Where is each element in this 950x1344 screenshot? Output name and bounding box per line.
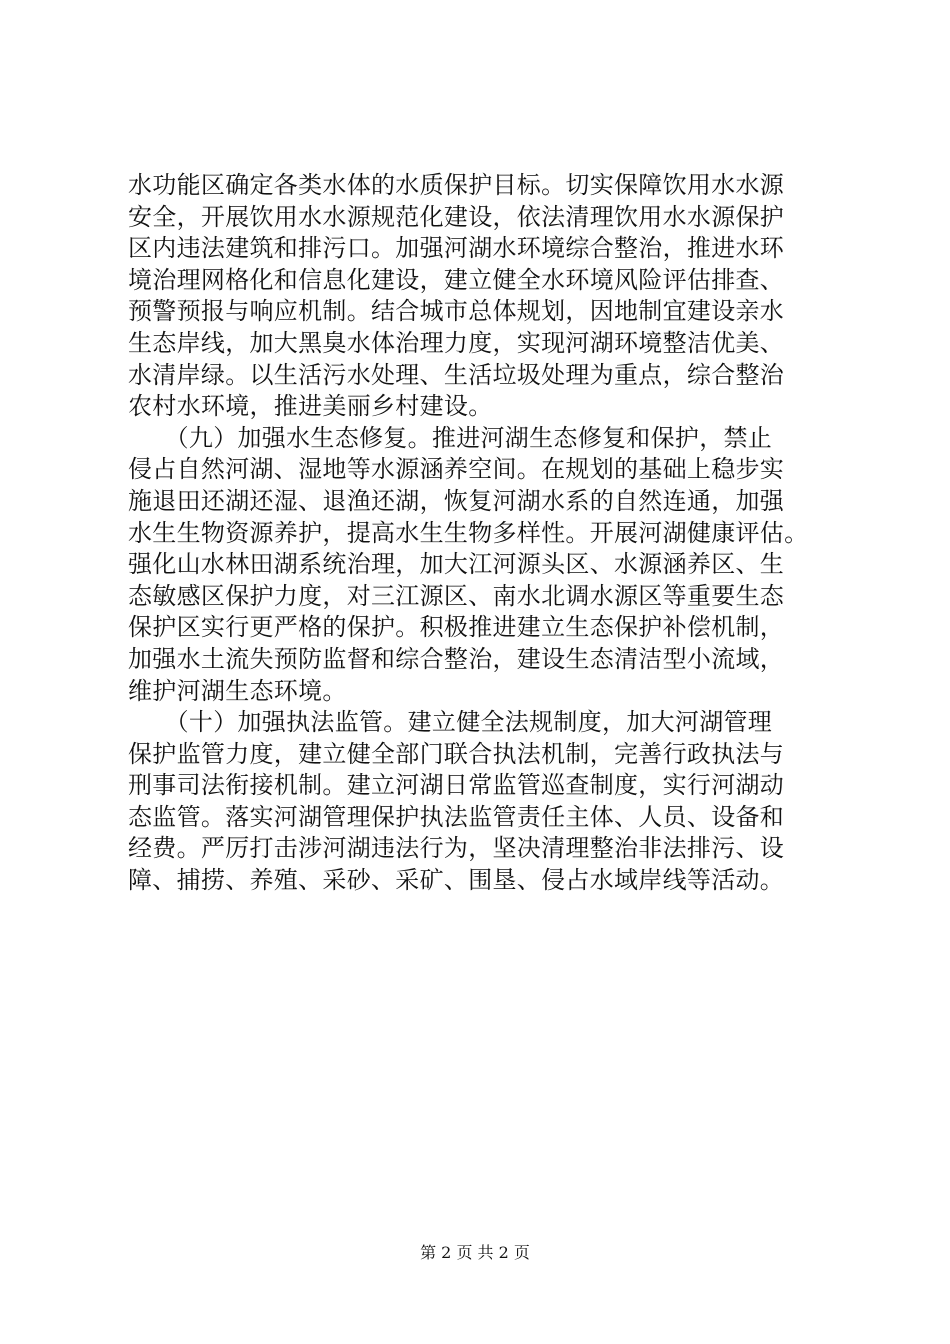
text-line: 态敏感区保护力度，对三江源区、南水北调水源区等重要生态	[128, 581, 785, 610]
text-line: 经费。严厉打击涉河湖违法行为，坚决清理整治非法排污、设	[128, 834, 785, 863]
text-line: 保护监管力度，建立健全部门联合执法机制，完善行政执法与	[128, 739, 785, 768]
text-line: 保护区实行更严格的保护。积极推进建立生态保护补偿机制，	[128, 613, 785, 642]
text-line: 侵占自然河湖、湿地等水源涵养空间。在规划的基础上稳步实	[128, 455, 785, 484]
text-line: 水功能区确定各类水体的水质保护目标。切实保障饮用水水源	[128, 171, 785, 199]
text-line: （九）加强水生态修复。推进河湖生态修复和保护，禁止	[128, 423, 773, 452]
text-line: 预警预报与响应机制。结合城市总体规划，因地制宜建设亲水	[128, 297, 785, 326]
text-line: 刑事司法衔接机制。建立河湖日常监管巡查制度，实行河湖动	[128, 771, 785, 800]
text-line: 生态岸线，加大黑臭水体治理力度，实现河湖环境整洁优美、	[128, 328, 785, 357]
text-line: 水生生物资源养护，提高水生生物多样性。开展河湖健康评估。	[128, 518, 809, 547]
text-line: 安全，开展饮用水水源规范化建设，依法清理饮用水水源保护	[128, 202, 785, 231]
text-line: 农村水环境，推进美丽乡村建设。	[128, 392, 493, 421]
text-line: 障、捕捞、养殖、采砂、采矿、围垦、侵占水域岸线等活动。	[128, 866, 785, 895]
text-line: 区内违法建筑和排污口。加强河湖水环境综合整治，推进水环	[128, 234, 785, 263]
document-body	[128, 170, 828, 897]
text-line: 维护河湖生态环境。	[128, 676, 347, 705]
text-line: 加强水土流失预防监督和综合整治，建设生态清洁型小流域，	[128, 644, 785, 673]
text-line: 水清岸绿。以生活污水处理、生活垃圾处理为重点，综合整治	[128, 360, 785, 389]
text-line: 施退田还湖还湿、退渔还湖，恢复河湖水系的自然连通，加强	[128, 486, 785, 515]
text-line: 境治理网格化和信息化建设，建立健全水环境风险评估排查、	[128, 265, 785, 294]
page-number-footer: 第 2 页 共 2 页	[420, 1243, 530, 1262]
text-line: 态监管。落实河湖管理保护执法监管责任主体、人员、设备和	[128, 802, 785, 831]
text-line: （十）加强执法监管。建立健全法规制度，加大河湖管理	[128, 708, 773, 737]
text-line: 强化山水林田湖系统治理，加大江河源头区、水源涵养区、生	[128, 550, 785, 579]
